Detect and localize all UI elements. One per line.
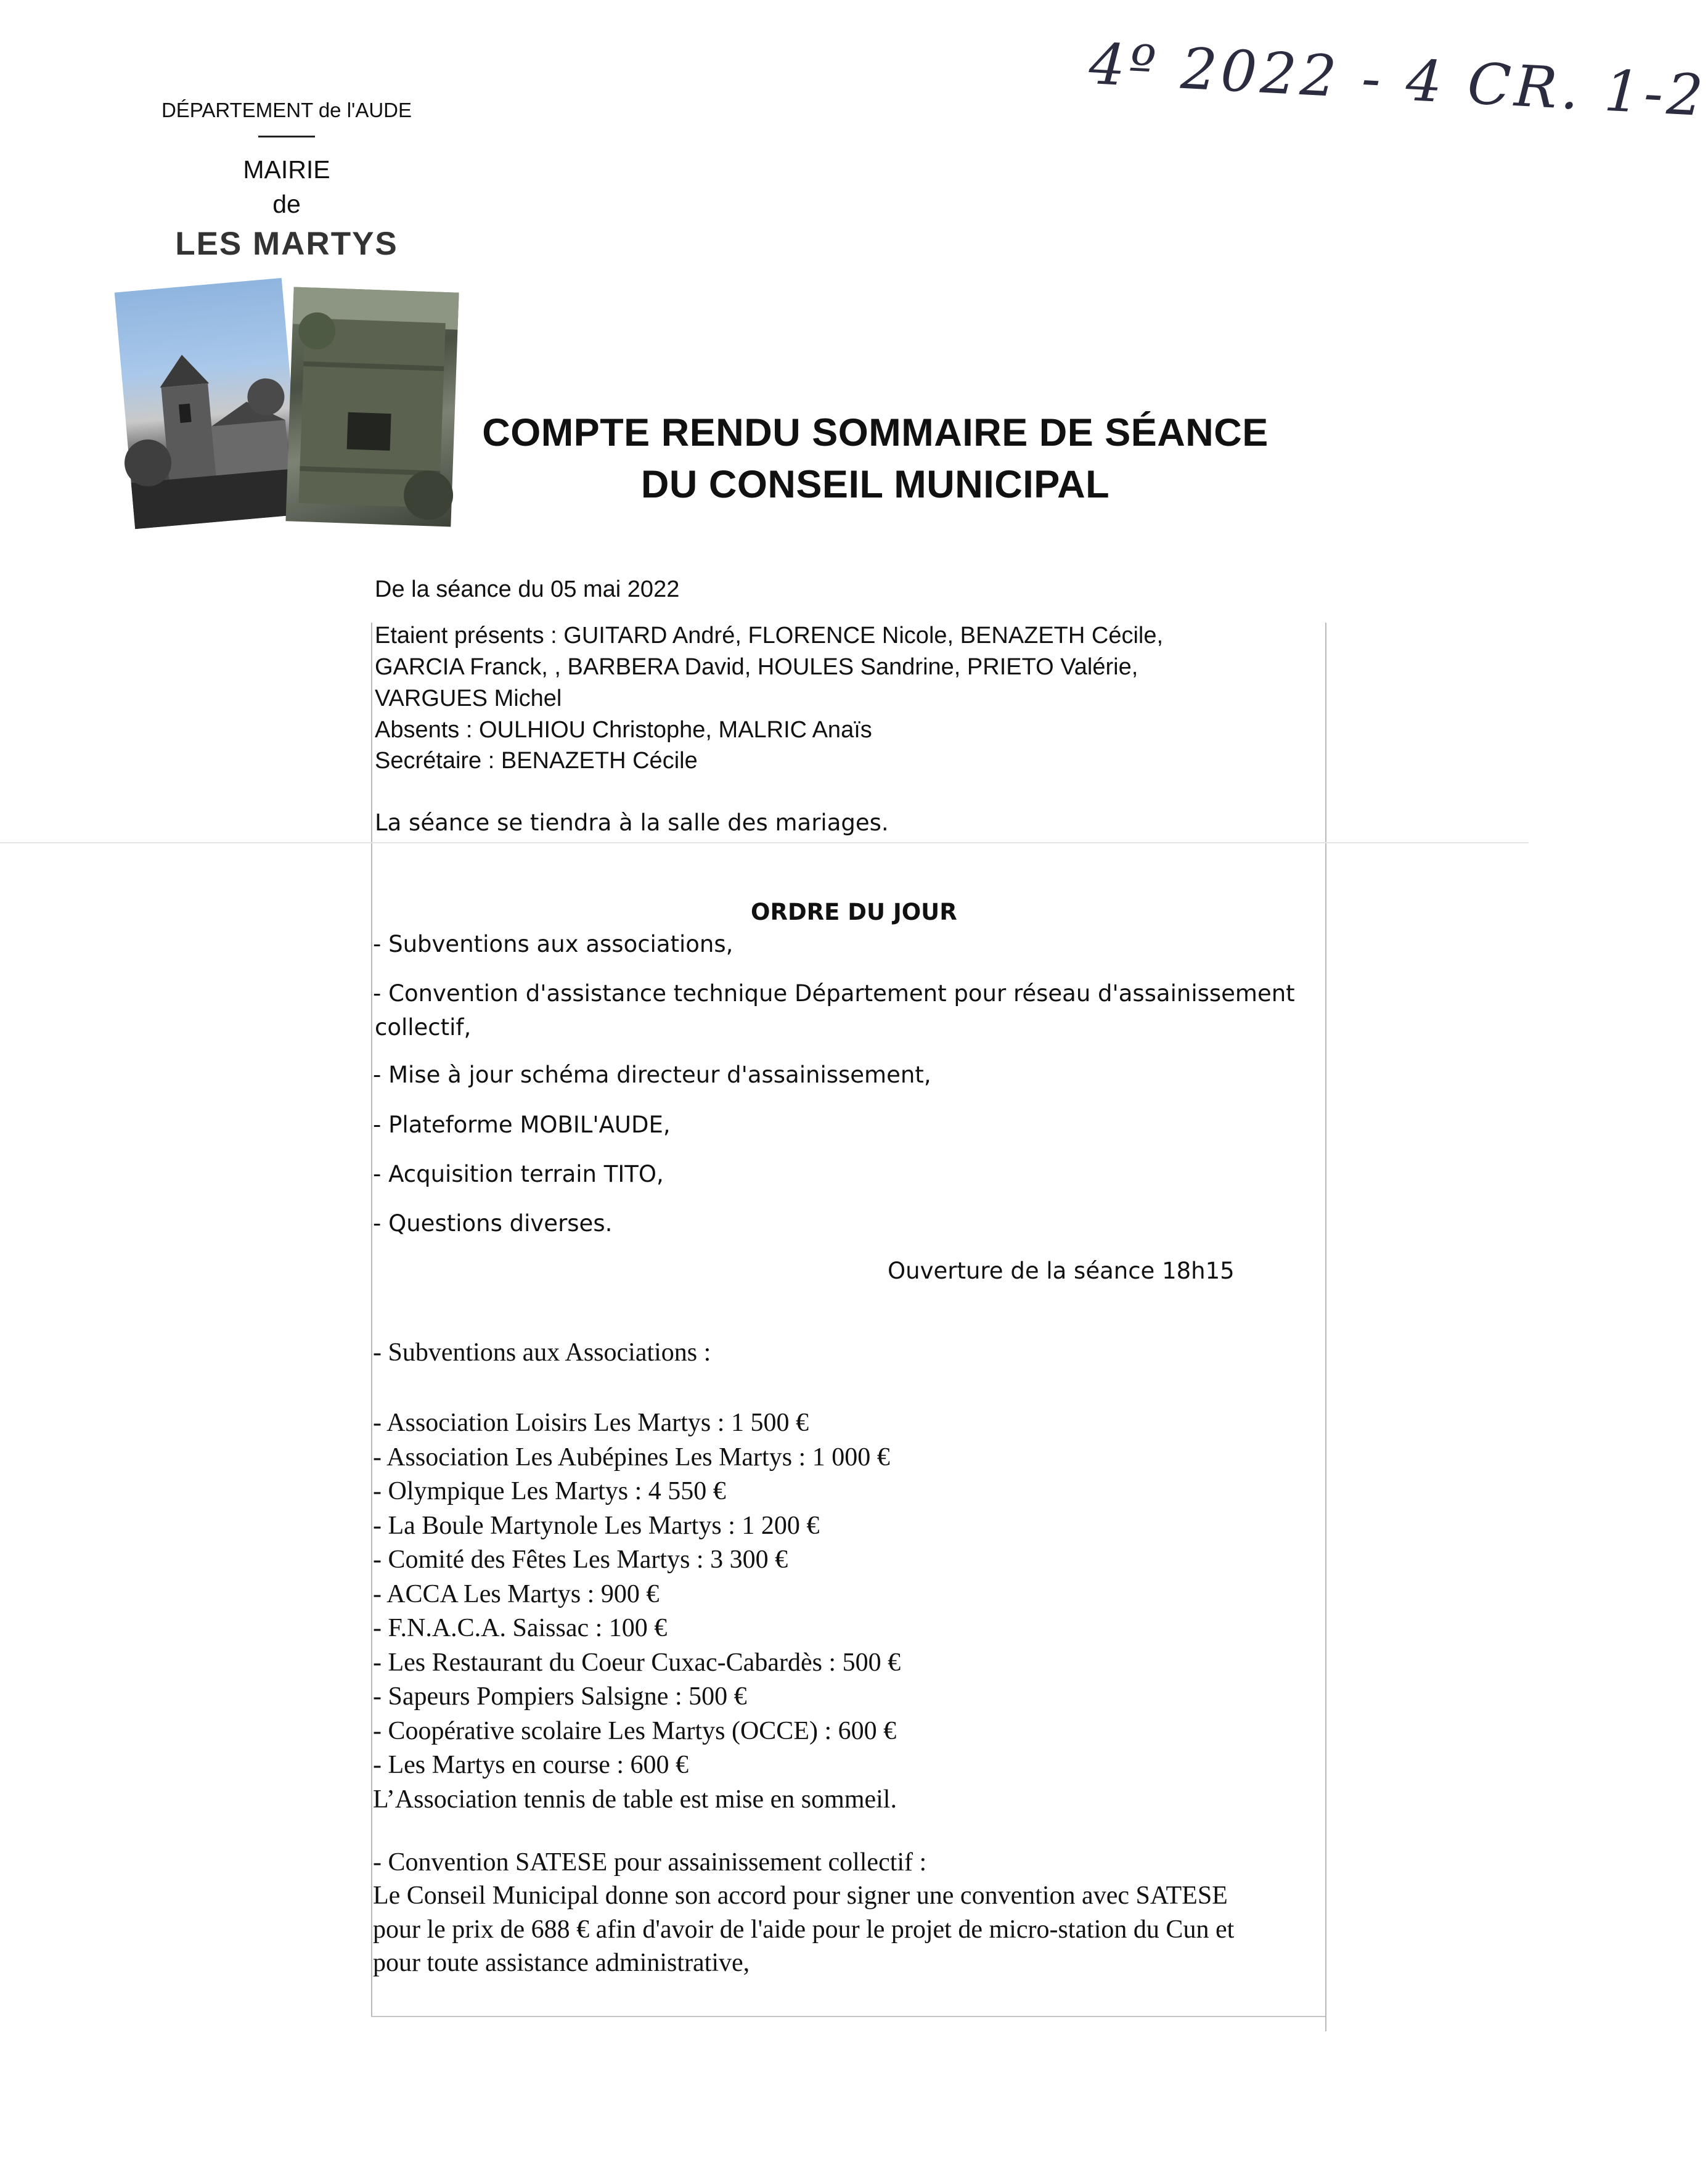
scan-fold-line: [0, 842, 1529, 843]
agenda-item: collectif,: [375, 1014, 472, 1041]
title-line-2: DU CONSEIL MUNICIPAL: [640, 463, 1110, 506]
absents-line: Absents : OULHIOU Christophe, MALRIC Anaïs: [375, 717, 872, 743]
subventions-heading: - Subventions aux Associations :: [373, 1338, 711, 1367]
agenda-item: - Acquisition terrain TITO,: [373, 1161, 664, 1187]
subvention-item: - Association Loisirs Les Martys : 1 500 €: [373, 1409, 809, 1437]
agenda-item: - Convention d'assistance technique Département pour réseau d'assainissement: [373, 980, 1295, 1007]
de-label: de: [272, 190, 301, 218]
church-photo: [115, 278, 303, 529]
header-divider: [258, 136, 315, 137]
opening-time: Ouverture de la séance 18h15: [888, 1258, 1235, 1284]
convention-heading: - Convention SATESE pour assainissement collectif :: [373, 1848, 927, 1877]
subvention-item: - Les Martys en course : 600 €: [373, 1751, 689, 1779]
subvention-item: - Les Restaurant du Coeur Cuxac-Cabardès : 500 €: [373, 1648, 901, 1677]
subvention-item: - Sapeurs Pompiers Salsigne : 500 €: [373, 1682, 747, 1711]
secretaire-line: Secrétaire : BENAZETH Cécile: [375, 748, 698, 774]
subvention-item: - Comité des Fêtes Les Martys : 3 300 €: [373, 1546, 788, 1574]
commune-name: LES MARTYS: [175, 226, 398, 262]
location-line: La séance se tiendra à la salle des mariages.: [375, 809, 889, 836]
title-line-1: COMPTE RENDU SOMMAIRE DE SÉANCE: [482, 411, 1269, 454]
subvention-item: - F.N.A.C.A. Saissac : 100 €: [373, 1614, 668, 1642]
convention-line: pour le prix de 688 € afin d'avoir de l'aide pour le projet de micro-station du Cun et: [373, 1915, 1235, 1944]
subvention-item: - ACCA Les Martys : 900 €: [373, 1580, 660, 1608]
subvention-item: - Coopérative scolaire Les Martys (OCCE) : 600 €: [373, 1717, 897, 1745]
convention-line: pour toute assistance administrative,: [373, 1949, 750, 1977]
mairie-label: MAIRIE: [243, 155, 330, 184]
session-date: De la séance du 05 mai 2022: [375, 576, 680, 602]
agenda-item: - Mise à jour schéma directeur d'assainissement,: [373, 1062, 931, 1088]
subvention-note: L’Association tennis de table est mise en sommeil.: [373, 1785, 897, 1814]
present-line-2: GARCIA Franck, , BARBERA David, HOULES Sandrine, PRIETO Valérie,: [375, 654, 1138, 680]
municipal-header: [154, 99, 419, 267]
agenda-heading: ORDRE DU JOUR: [751, 899, 957, 925]
agenda-item: - Plateforme MOBIL'AUDE,: [373, 1112, 671, 1138]
agenda-item: - Questions diverses.: [373, 1210, 613, 1237]
present-line-3: VARGUES Michel: [375, 686, 562, 711]
frame-bottom-border: [371, 2016, 1325, 2017]
subvention-item: - Olympique Les Martys : 4 550 €: [373, 1477, 726, 1505]
frame-right-border: [1325, 623, 1326, 2031]
handwritten-reference: 4º 2022 - 4 CR. 1-2: [1087, 31, 1708, 129]
department-label: DÉPARTEMENT de l'AUDE: [161, 99, 412, 121]
frame-left-border: [371, 623, 372, 2016]
subvention-item: - Association Les Aubépines Les Martys : 1 000 €: [373, 1443, 890, 1472]
present-line-1: Etaient présents : GUITARD André, FLORENCE Nicole, BENAZETH Cécile,: [375, 623, 1164, 649]
convention-line: Le Conseil Municipal donne son accord pour signer une convention avec SATESE: [373, 1882, 1228, 1910]
document-title: [401, 407, 1350, 510]
subvention-item: - La Boule Martynole Les Martys : 1 200 €: [373, 1512, 820, 1540]
agenda-item: - Subventions aux associations,: [373, 931, 733, 957]
